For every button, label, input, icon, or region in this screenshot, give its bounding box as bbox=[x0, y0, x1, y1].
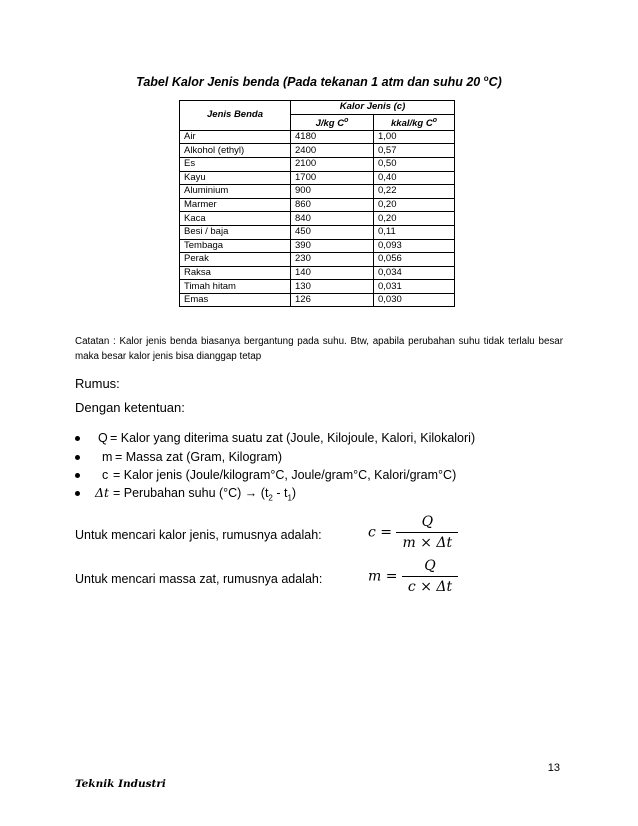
definition-m: = Massa zat (Gram, Kilogram) bbox=[115, 450, 283, 464]
table-row bbox=[180, 144, 455, 158]
symbol-q: Q bbox=[98, 431, 108, 445]
table-row bbox=[180, 239, 455, 253]
cell-kkal: 0,093 bbox=[374, 239, 455, 253]
cell-joule: 390 bbox=[291, 239, 374, 253]
cell-joule: 860 bbox=[291, 198, 374, 212]
bullet-m bbox=[75, 449, 555, 465]
formula1-denominator: m × Δt bbox=[402, 535, 453, 551]
cell-kkal: 0,57 bbox=[374, 144, 455, 158]
table-title: Tabel Kalor Jenis benda (Pada tekanan 1 atm dan suhu 20 $^o$C) bbox=[136, 74, 502, 90]
cell-joule: 126 bbox=[291, 293, 374, 307]
cell-kkal: 0,20 bbox=[374, 212, 455, 226]
cell-material: Kayu bbox=[180, 171, 291, 185]
ketentuan-heading: Dengan ketentuan: bbox=[75, 400, 185, 415]
cell-material: Marmer bbox=[180, 198, 291, 212]
cell-kkal: 0,20 bbox=[374, 198, 455, 212]
cell-joule: 840 bbox=[291, 212, 374, 226]
definition-c: = Kalor jenis (Joule/kilogram°C, Joule/gram°C, Kalori/gram°C) bbox=[113, 468, 457, 482]
cell-joule: 450 bbox=[291, 225, 374, 239]
cell-joule: 130 bbox=[291, 280, 374, 294]
header-unit-kkal: kkal/kg $C^o$ bbox=[374, 114, 455, 130]
cell-material: Emas bbox=[180, 293, 291, 307]
cell-joule: 2100 bbox=[291, 157, 374, 171]
table-row bbox=[180, 280, 455, 294]
cell-kkal: 0,11 bbox=[374, 225, 455, 239]
cell-kkal: 0,22 bbox=[374, 185, 455, 199]
cell-material: Timah hitam bbox=[180, 280, 291, 294]
bullet-q bbox=[75, 430, 555, 446]
cell-kkal: 0,034 bbox=[374, 266, 455, 280]
header-jenis-benda: Jenis Benda bbox=[180, 101, 291, 131]
formula2-numerator: Q bbox=[402, 558, 458, 577]
formula-specific-heat: c = $\frac{Q}{m \times \Delta t}$ bbox=[368, 514, 458, 551]
table-row bbox=[180, 293, 455, 307]
note-paragraph: Catatan : Kalor jenis benda biasanya bergantung pada suhu. Btw, apabila perubahan suhu tidak terlalu besar maka besar kalor jenis bisa dianggap tetap bbox=[75, 336, 563, 362]
bullet-c bbox=[75, 467, 555, 483]
table-row bbox=[180, 171, 455, 185]
header-kalor-jenis: Kalor Jenis (c) bbox=[291, 101, 455, 115]
symbol-c: c bbox=[102, 468, 109, 482]
cell-joule: 230 bbox=[291, 253, 374, 267]
cell-material: Tembaga bbox=[180, 239, 291, 253]
page-number: 13 bbox=[547, 762, 560, 774]
definition-delta-t: = Perubahan suhu $(^\circ C) \to (t_2 - t_1)$ bbox=[113, 486, 297, 503]
bullet-dot-icon bbox=[75, 491, 80, 496]
cell-joule: 2400 bbox=[291, 144, 374, 158]
table-row bbox=[180, 225, 455, 239]
cell-kkal: 0,031 bbox=[374, 280, 455, 294]
cell-kkal: 0,030 bbox=[374, 293, 455, 307]
cell-kkal: 0,40 bbox=[374, 171, 455, 185]
cell-joule: 1700 bbox=[291, 171, 374, 185]
cell-joule: 4180 bbox=[291, 130, 374, 144]
cell-material: Aluminium bbox=[180, 185, 291, 199]
header-unit-joule: J/kg $C^o$ bbox=[291, 114, 374, 130]
formula1-numerator: Q bbox=[396, 514, 458, 533]
formula2-label: Untuk mencari massa zat, rumusnya adalah: bbox=[75, 572, 323, 586]
cell-material: Es bbox=[180, 157, 291, 171]
bullet-dot-icon bbox=[75, 473, 80, 478]
rumus-heading: Rumus: bbox=[75, 376, 120, 391]
bullet-dot-icon bbox=[75, 436, 80, 441]
cell-kkal: 1,00 bbox=[374, 130, 455, 144]
cell-material: Kaca bbox=[180, 212, 291, 226]
cell-material: Alkohol (ethyl) bbox=[180, 144, 291, 158]
cell-kkal: 0,50 bbox=[374, 157, 455, 171]
table-row bbox=[180, 253, 455, 267]
cell-material: Raksa bbox=[180, 266, 291, 280]
table-row bbox=[180, 157, 455, 171]
formula2-denominator: c × Δt bbox=[407, 579, 453, 595]
formula1-label: Untuk mencari kalor jenis, rumusnya adalah: bbox=[75, 528, 322, 542]
table-row bbox=[180, 198, 455, 212]
table-body bbox=[180, 130, 455, 307]
cell-joule: 900 bbox=[291, 185, 374, 199]
formula-mass: m = $\frac{Q}{c \times \Delta t}$ bbox=[368, 558, 458, 595]
table-row bbox=[180, 266, 455, 280]
symbol-m: m bbox=[102, 450, 113, 464]
cell-joule: 140 bbox=[291, 266, 374, 280]
specific-heat-table bbox=[179, 100, 455, 307]
table-row bbox=[180, 212, 455, 226]
cell-kkal: 0,056 bbox=[374, 253, 455, 267]
bullet-dot-icon bbox=[75, 455, 80, 460]
cell-material: Air bbox=[180, 130, 291, 144]
table-row bbox=[180, 130, 455, 144]
footer-teknik-industri: Teknik Industri bbox=[75, 778, 166, 790]
definition-q: = Kalor yang diterima suatu zat (Joule, Kilojoule, Kalori, Kilokalori) bbox=[110, 431, 476, 445]
bullet-dt bbox=[75, 485, 555, 501]
symbol-delta-t: Δt bbox=[95, 485, 110, 500]
table-row bbox=[180, 185, 455, 199]
cell-material: Besi / baja bbox=[180, 225, 291, 239]
cell-material: Perak bbox=[180, 253, 291, 267]
